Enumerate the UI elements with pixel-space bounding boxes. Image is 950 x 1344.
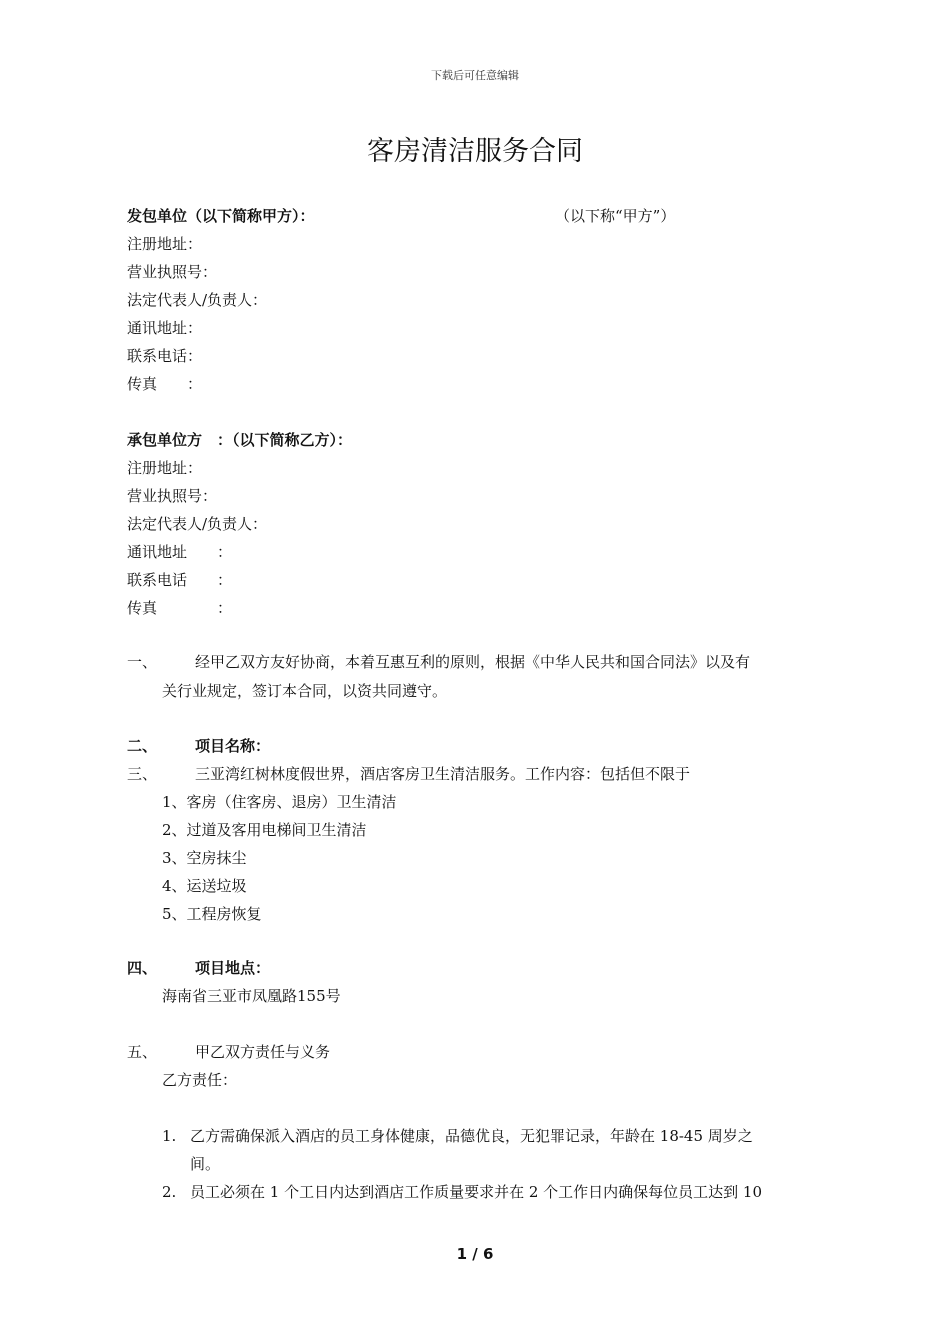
- list-item: 2、过道及客用电梯间卫生清洁: [162, 821, 367, 839]
- party-a-heading: 发包单位（以下简称甲方）：: [127, 207, 315, 225]
- section-2-text: 项目名称：: [195, 737, 271, 755]
- party-a-field: 联系电话：: [127, 347, 203, 365]
- clause-number: 2.: [162, 1183, 177, 1201]
- document-title: 客房清洁服务合同: [367, 136, 583, 167]
- section-3-number: 三、: [127, 765, 158, 783]
- party-a-field: 注册地址：: [127, 235, 203, 253]
- party-b-field: 通讯地址 ：: [127, 543, 233, 561]
- section-3-text: 三亚湾红树林度假世界，酒店客房卫生清洁服务。工作内容：包括但不限于: [195, 765, 691, 783]
- section-2-number: 二、: [127, 737, 158, 755]
- clause-text-cont: 间。: [190, 1155, 221, 1173]
- party-b-field: 注册地址：: [127, 459, 203, 477]
- section-5-subheading: 乙方责任：: [162, 1071, 238, 1089]
- section-4-text: 项目地点：: [195, 959, 271, 977]
- party-a-field: 营业执照号：: [127, 263, 218, 281]
- list-item: 1、客房（住客房、退房）卫生清洁: [162, 793, 397, 811]
- party-b-field: 传真 ：: [127, 599, 233, 617]
- party-b-heading: 承包单位方 ：（以下简称乙方）：: [127, 431, 353, 449]
- party-a-field: 法定代表人/负责人：: [127, 291, 268, 309]
- party-b-field: 法定代表人/负责人：: [127, 515, 268, 533]
- party-a-field: 通讯地址：: [127, 319, 203, 337]
- section-5-text: 甲乙双方责任与义务: [195, 1043, 331, 1061]
- party-a-alias: （以下称“甲方”）: [555, 207, 676, 225]
- page-number: 1 / 6: [456, 1245, 494, 1263]
- clause-number: 1.: [162, 1127, 177, 1145]
- section-4-number: 四、: [127, 959, 158, 977]
- party-b-field: 联系电话 ：: [127, 571, 233, 589]
- list-item: 4、运送垃圾: [162, 877, 247, 895]
- section-1-text: 经甲乙双方友好协商，本着互惠互利的原则，根据《中华人民共和国合同法》以及有: [195, 653, 751, 671]
- section-5-number: 五、: [127, 1043, 158, 1061]
- clause-text: 乙方需确保派入酒店的员工身体健康，品德优良，无犯罪记录，年龄在 18-45 周岁之: [190, 1127, 753, 1145]
- party-b-field: 营业执照号：: [127, 487, 218, 505]
- header-note: 下载后可任意编辑: [431, 69, 519, 82]
- section-1-text-cont: 关行业规定，签订本合同，以资共同遵守。: [162, 682, 448, 700]
- party-a-field: 传真 ：: [127, 375, 203, 393]
- project-address: 海南省三亚市凤凰路155号: [162, 987, 341, 1005]
- clause-text: 员工必须在 1 个工日内达到酒店工作质量要求并在 2 个工作日内确保每位员工达到 10: [190, 1183, 763, 1201]
- section-1-number: 一、: [127, 653, 158, 671]
- list-item: 5、工程房恢复: [162, 905, 262, 923]
- list-item: 3、空房抹尘: [162, 849, 247, 867]
